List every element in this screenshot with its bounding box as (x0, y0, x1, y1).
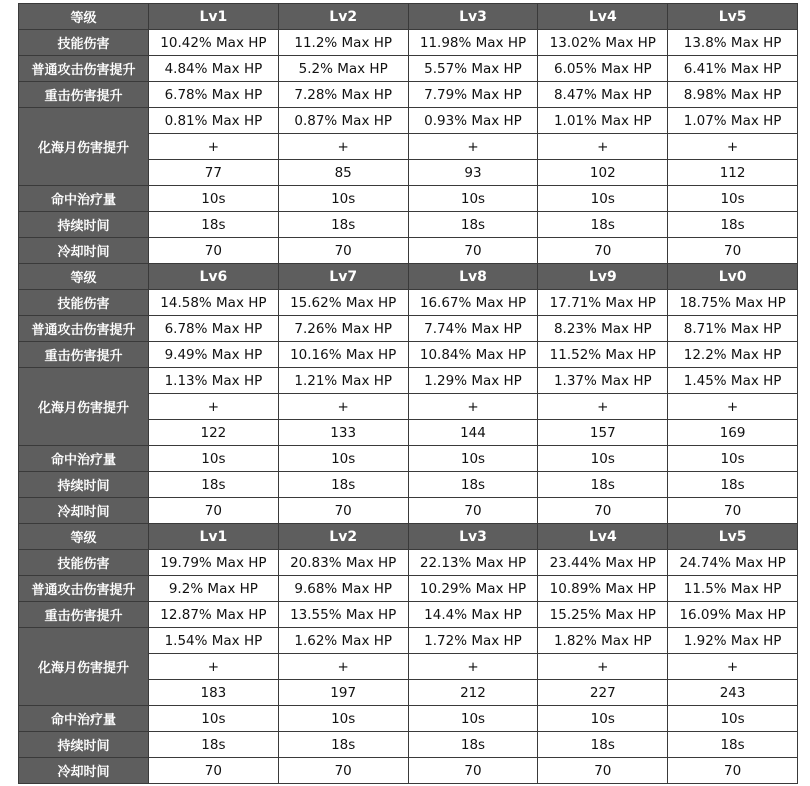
row-label: 化海月伤害提升 (19, 108, 149, 186)
table-cell: 11.2% Max HP (278, 30, 408, 56)
table-cell: 1.54% Max HP (149, 628, 279, 654)
table-cell: 0.93% Max HP (408, 108, 538, 134)
table-cell: 10s (149, 446, 279, 472)
table-cell: 1.07% Max HP (668, 108, 798, 134)
table-cell: 10s (278, 706, 408, 732)
table-cell: 10.42% Max HP (149, 30, 279, 56)
table-cell: 18s (149, 472, 279, 498)
table-cell: 10s (668, 706, 798, 732)
level-header-cell: Lv3 (408, 4, 538, 30)
table-cell: 1.82% Max HP (538, 628, 668, 654)
level-header-cell: Lv5 (668, 4, 798, 30)
table-cell: + (149, 654, 279, 680)
table-cell: 15.62% Max HP (278, 290, 408, 316)
level-header-cell: Lv8 (408, 264, 538, 290)
row-label: 普通攻击伤害提升 (19, 56, 149, 82)
table-cell: 10s (538, 706, 668, 732)
cooldown-row (19, 498, 798, 524)
skill-damage-row (19, 550, 798, 576)
table-cell: + (278, 134, 408, 160)
row-label: 等级 (19, 4, 149, 30)
table-cell: 18s (668, 212, 798, 238)
duration-row (19, 732, 798, 758)
kokomi-boost-pct-row (19, 628, 798, 654)
level-header-row (19, 4, 798, 30)
table-cell: 70 (149, 498, 279, 524)
table-cell: + (668, 134, 798, 160)
table-cell: 7.26% Max HP (278, 316, 408, 342)
table-cell: 10s (408, 186, 538, 212)
table-cell: + (408, 394, 538, 420)
level-header-cell: Lv9 (538, 264, 668, 290)
row-label: 持续时间 (19, 472, 149, 498)
table-cell: 70 (668, 238, 798, 264)
table-cell: + (538, 654, 668, 680)
table-cell: 8.23% Max HP (538, 316, 668, 342)
table-cell: + (408, 134, 538, 160)
table-cell: 70 (149, 758, 279, 784)
table-cell: 13.8% Max HP (668, 30, 798, 56)
table-cell: 70 (538, 758, 668, 784)
table-container (18, 3, 798, 784)
table-cell: 18.75% Max HP (668, 290, 798, 316)
table-cell: 0.81% Max HP (149, 108, 279, 134)
table-cell: 1.45% Max HP (668, 368, 798, 394)
table-cell: 183 (149, 680, 279, 706)
table-cell: 6.78% Max HP (149, 82, 279, 108)
table-cell: 16.67% Max HP (408, 290, 538, 316)
table-cell: 10s (538, 446, 668, 472)
cooldown-row (19, 758, 798, 784)
table-cell: 4.84% Max HP (149, 56, 279, 82)
level-header-row (19, 524, 798, 550)
table-cell: 12.2% Max HP (668, 342, 798, 368)
table-cell: 10.29% Max HP (408, 576, 538, 602)
duration-row (19, 472, 798, 498)
row-label: 技能伤害 (19, 290, 149, 316)
table-cell: 12.87% Max HP (149, 602, 279, 628)
table-cell: 70 (408, 758, 538, 784)
table-cell: 10s (538, 186, 668, 212)
table-cell: + (538, 134, 668, 160)
table-cell: 8.71% Max HP (668, 316, 798, 342)
table-cell: 5.57% Max HP (408, 56, 538, 82)
row-label: 等级 (19, 524, 149, 550)
table-cell: + (538, 394, 668, 420)
table-cell: 10s (278, 446, 408, 472)
skill-level-table (18, 3, 798, 784)
table-cell: 85 (278, 160, 408, 186)
table-cell: 15.25% Max HP (538, 602, 668, 628)
table-cell: + (668, 394, 798, 420)
table-cell: 70 (278, 238, 408, 264)
table-cell: 13.55% Max HP (278, 602, 408, 628)
table-cell: 133 (278, 420, 408, 446)
level-header-cell: Lv4 (538, 4, 668, 30)
duration-row (19, 212, 798, 238)
table-cell: + (278, 654, 408, 680)
table-cell: 70 (408, 498, 538, 524)
row-label: 持续时间 (19, 212, 149, 238)
table-cell: 112 (668, 160, 798, 186)
table-cell: 5.2% Max HP (278, 56, 408, 82)
row-label: 冷却时间 (19, 498, 149, 524)
skill-damage-row (19, 290, 798, 316)
table-cell: 10.16% Max HP (278, 342, 408, 368)
table-cell: 18s (149, 732, 279, 758)
table-cell: 18s (149, 212, 279, 238)
table-cell: 197 (278, 680, 408, 706)
table-cell: 20.83% Max HP (278, 550, 408, 576)
level-header-cell: Lv1 (149, 524, 279, 550)
table-cell: 24.74% Max HP (668, 550, 798, 576)
table-cell: 0.87% Max HP (278, 108, 408, 134)
level-header-cell: Lv2 (278, 4, 408, 30)
table-cell: 18s (408, 732, 538, 758)
level-header-cell: Lv4 (538, 524, 668, 550)
table-cell: 10s (408, 706, 538, 732)
table-cell: 169 (668, 420, 798, 446)
level-header-cell: Lv6 (149, 264, 279, 290)
table-cell: 7.28% Max HP (278, 82, 408, 108)
row-label: 持续时间 (19, 732, 149, 758)
table-cell: + (149, 134, 279, 160)
table-cell: 18s (408, 472, 538, 498)
kokomi-boost-pct-row (19, 108, 798, 134)
hit-heal-row (19, 706, 798, 732)
table-cell: 7.79% Max HP (408, 82, 538, 108)
table-cell: 70 (278, 498, 408, 524)
level-header-cell: Lv2 (278, 524, 408, 550)
row-label: 普通攻击伤害提升 (19, 316, 149, 342)
table-cell: 243 (668, 680, 798, 706)
level-header-cell: Lv3 (408, 524, 538, 550)
row-label: 命中治疗量 (19, 186, 149, 212)
table-cell: 18s (538, 472, 668, 498)
table-cell: 22.13% Max HP (408, 550, 538, 576)
table-cell: 18s (538, 212, 668, 238)
row-label: 重击伤害提升 (19, 342, 149, 368)
table-cell: 23.44% Max HP (538, 550, 668, 576)
row-label: 化海月伤害提升 (19, 368, 149, 446)
level-header-cell: Lv0 (668, 264, 798, 290)
normal-attack-boost-row (19, 316, 798, 342)
table-cell: 19.79% Max HP (149, 550, 279, 576)
table-cell: 18s (278, 472, 408, 498)
heavy-attack-boost-row (19, 602, 798, 628)
table-cell: 14.58% Max HP (149, 290, 279, 316)
level-header-cell: Lv1 (149, 4, 279, 30)
table-cell: 102 (538, 160, 668, 186)
table-cell: 70 (538, 498, 668, 524)
table-cell: 18s (278, 212, 408, 238)
table-cell: 9.49% Max HP (149, 342, 279, 368)
table-cell: 6.41% Max HP (668, 56, 798, 82)
table-cell: 6.78% Max HP (149, 316, 279, 342)
table-cell: 1.29% Max HP (408, 368, 538, 394)
table-cell: 8.47% Max HP (538, 82, 668, 108)
table-cell: 10s (278, 186, 408, 212)
table-cell: 1.13% Max HP (149, 368, 279, 394)
row-label: 技能伤害 (19, 550, 149, 576)
table-cell: 70 (408, 238, 538, 264)
table-cell: 70 (668, 498, 798, 524)
table-cell: 1.62% Max HP (278, 628, 408, 654)
table-cell: 18s (538, 732, 668, 758)
table-cell: 144 (408, 420, 538, 446)
table-cell: 6.05% Max HP (538, 56, 668, 82)
row-label: 重击伤害提升 (19, 602, 149, 628)
table-cell: 10.89% Max HP (538, 576, 668, 602)
table-cell: 157 (538, 420, 668, 446)
table-cell: 18s (668, 472, 798, 498)
table-cell: 1.37% Max HP (538, 368, 668, 394)
hit-heal-row (19, 186, 798, 212)
table-cell: 16.09% Max HP (668, 602, 798, 628)
table-cell: 93 (408, 160, 538, 186)
table-cell: 70 (149, 238, 279, 264)
row-label: 等级 (19, 264, 149, 290)
table-cell: 70 (668, 758, 798, 784)
table-cell: 10s (149, 706, 279, 732)
table-cell: 10s (149, 186, 279, 212)
table-cell: 10s (408, 446, 538, 472)
row-label: 命中治疗量 (19, 446, 149, 472)
table-cell: 9.68% Max HP (278, 576, 408, 602)
table-cell: 1.72% Max HP (408, 628, 538, 654)
table-cell: + (408, 654, 538, 680)
table-cell: 8.98% Max HP (668, 82, 798, 108)
table-cell: 7.74% Max HP (408, 316, 538, 342)
table-cell: 11.98% Max HP (408, 30, 538, 56)
table-cell: 13.02% Max HP (538, 30, 668, 56)
level-header-cell: Lv7 (278, 264, 408, 290)
kokomi-boost-pct-row (19, 368, 798, 394)
table-cell: 14.4% Max HP (408, 602, 538, 628)
table-cell: + (278, 394, 408, 420)
table-cell: 1.92% Max HP (668, 628, 798, 654)
table-cell: 227 (538, 680, 668, 706)
table-cell: 122 (149, 420, 279, 446)
table-cell: 212 (408, 680, 538, 706)
table-cell: 1.01% Max HP (538, 108, 668, 134)
level-header-row (19, 264, 798, 290)
table-cell: 11.5% Max HP (668, 576, 798, 602)
heavy-attack-boost-row (19, 82, 798, 108)
row-label: 普通攻击伤害提升 (19, 576, 149, 602)
heavy-attack-boost-row (19, 342, 798, 368)
table-cell: 18s (278, 732, 408, 758)
table-cell: 77 (149, 160, 279, 186)
row-label: 命中治疗量 (19, 706, 149, 732)
normal-attack-boost-row (19, 576, 798, 602)
table-cell: 10s (668, 446, 798, 472)
table-cell: 10s (668, 186, 798, 212)
table-cell: 17.71% Max HP (538, 290, 668, 316)
table-cell: 70 (278, 758, 408, 784)
table-cell: 18s (408, 212, 538, 238)
cooldown-row (19, 238, 798, 264)
skill-damage-row (19, 30, 798, 56)
hit-heal-row (19, 446, 798, 472)
table-cell: 9.2% Max HP (149, 576, 279, 602)
table-body (19, 4, 798, 784)
row-label: 冷却时间 (19, 758, 149, 784)
table-cell: + (668, 654, 798, 680)
row-label: 重击伤害提升 (19, 82, 149, 108)
table-cell: 10.84% Max HP (408, 342, 538, 368)
level-header-cell: Lv5 (668, 524, 798, 550)
table-cell: 11.52% Max HP (538, 342, 668, 368)
table-cell: + (149, 394, 279, 420)
row-label: 技能伤害 (19, 30, 149, 56)
row-label: 化海月伤害提升 (19, 628, 149, 706)
table-cell: 1.21% Max HP (278, 368, 408, 394)
normal-attack-boost-row (19, 56, 798, 82)
table-cell: 18s (668, 732, 798, 758)
table-cell: 70 (538, 238, 668, 264)
row-label: 冷却时间 (19, 238, 149, 264)
